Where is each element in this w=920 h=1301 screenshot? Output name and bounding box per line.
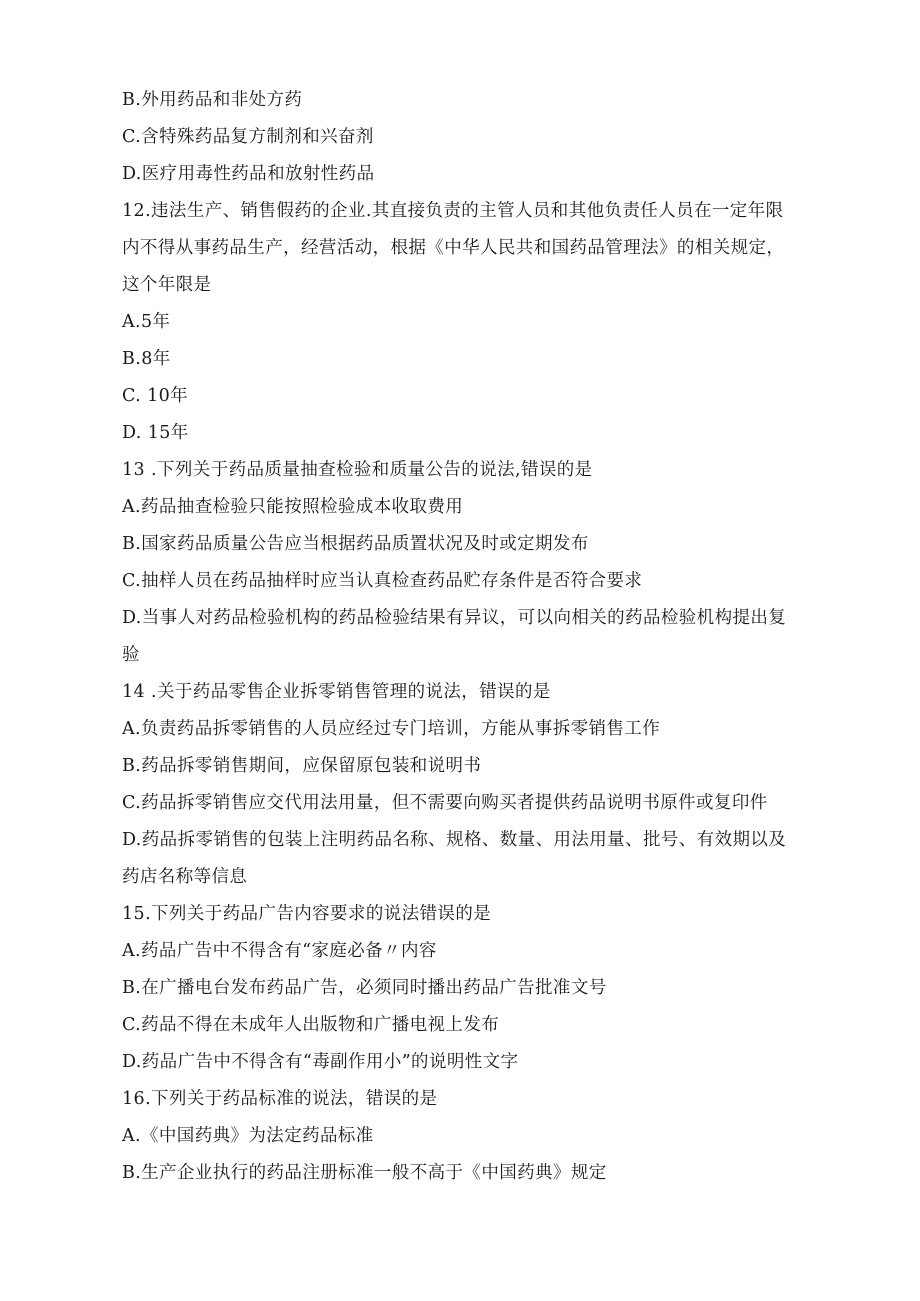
question-14: 14 .关于药品零售企业拆零销售管理的说法，错误的是 [122, 682, 551, 702]
option-15-b: B.在广播电台发布药品广告，必须同时播出药品广告批准文号 [122, 978, 607, 998]
question-16: 16.下列关于药品标准的说法，错误的是 [122, 1089, 438, 1109]
option-12-c: C. 10年 [122, 386, 189, 406]
question-12-line-3: 这个年限是 [122, 275, 212, 295]
option-11-d: D.医疗用毒性药品和放射性药品 [122, 164, 375, 184]
option-14-d-line-1: D.药品拆零销售的包装上注明药品名称、规格、数量、用法用量、批号、有效期以及 [122, 830, 787, 850]
option-16-b: B.生产企业执行的药品注册标准一般不高于《中国药典》规定 [122, 1163, 607, 1183]
option-13-b: B.国家药品质量公告应当根据药品质置状况及时或定期发布 [122, 534, 589, 554]
option-13-d-line-2: 验 [122, 645, 140, 665]
option-14-a: A.负责药品拆零销售的人员应经过专门培训，方能从事拆零销售工作 [122, 719, 661, 739]
option-15-a: A.药品广告中不得含有“家庭必备〃内容 [122, 941, 437, 961]
option-13-c: C.抽样人员在药品抽样时应当认真检查药品贮存条件是否符合要求 [122, 571, 643, 591]
question-15: 15.下列关于药品广告内容要求的说法错误的是 [122, 904, 492, 924]
option-15-c: C.药品不得在未成年人出版物和广播电视上发布 [122, 1015, 500, 1035]
option-13-a: A.药品抽查检验只能按照检验成本收取费用 [122, 497, 464, 517]
option-12-a: A.5年 [122, 312, 171, 332]
option-12-b: B.8年 [122, 349, 171, 369]
option-11-b: B.外用药品和非处方药 [122, 90, 303, 110]
option-14-c: C.药品拆零销售应交代用法用量，但不需要向购买者提供药品说明书原件或复印件 [122, 793, 768, 813]
option-12-d: D. 15年 [122, 423, 189, 443]
option-11-c: C.含特殊药品复方制剂和兴奋剂 [122, 127, 374, 147]
question-13: 13 .下列关于药品质量抽查检验和质量公告的说法,错误的是 [122, 460, 593, 480]
question-12-line-2: 内不得从事药品生产，经营活动，根据《中华人民共和国药品管理法》的相关规定， [122, 238, 785, 258]
option-15-d: D.药品广告中不得含有“毒副作用小”的说明性文字 [122, 1052, 519, 1072]
option-14-d-line-2: 药店名称等信息 [122, 867, 248, 887]
option-13-d-line-1: D.当事人对药品检验机构的药品检验结果有异议，可以向相关的药品检验机构提出复 [122, 608, 787, 628]
option-16-a: A.《中国药典》为法定药品标准 [122, 1126, 374, 1146]
option-14-b: B.药品拆零销售期间，应保留原包装和说明书 [122, 756, 482, 776]
question-12-line-1: 12.违法生产、销售假药的企业.其直接负责的主管人员和其他负责任人员在一定年限 [122, 201, 784, 221]
